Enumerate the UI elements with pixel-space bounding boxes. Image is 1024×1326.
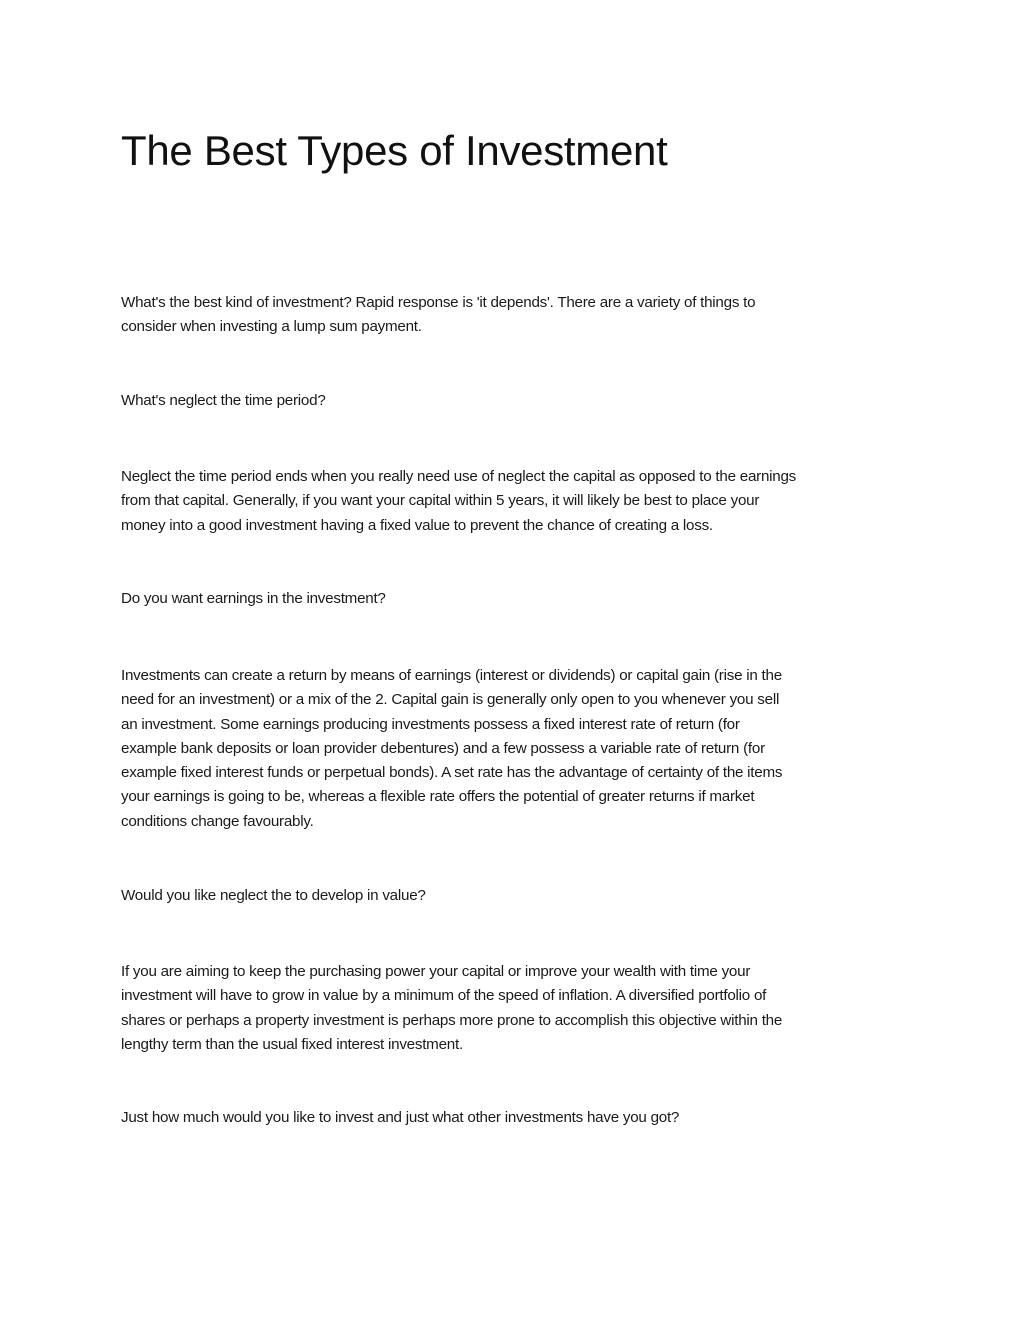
paragraph-line: Just how much would you like to invest and just what other investments have you got? bbox=[121, 1109, 680, 1126]
paragraph-line: money into a good investment having a fixed value to prevent the chance of creating a loss. bbox=[121, 516, 713, 534]
section-heading-amount bbox=[121, 1106, 911, 1130]
paragraph-line: conditions change favourably. bbox=[121, 812, 314, 830]
paragraph-earnings bbox=[121, 664, 911, 834]
section-heading-growth bbox=[121, 884, 911, 908]
paragraph-line: Neglect the time period ends when you really need use of neglect the capital as opposed to the earnings bbox=[121, 468, 797, 485]
paragraph-growth bbox=[121, 960, 911, 1057]
paragraph-line: example bank deposits or loan provider debentures) and a few possess a variable rate of return (for bbox=[121, 739, 765, 757]
section-heading-earnings bbox=[121, 587, 911, 611]
paragraph-line: an investment. Some earnings producing investments possess a fixed interest rate of return (for bbox=[121, 715, 740, 733]
paragraph-line: consider when investing a lump sum payment. bbox=[121, 318, 422, 336]
paragraph-line: What's the best kind of investment? Rapid response is 'it depends'. There are a variety of things to bbox=[121, 294, 756, 311]
paragraph-line: What's neglect the time period? bbox=[121, 392, 326, 409]
paragraph-line: Investments can create a return by means of earnings (interest or dividends) or capital gain (rise in the bbox=[121, 667, 782, 684]
paragraph-line: investment will have to grow in value by a minimum of the speed of inflation. A diversified portfolio of bbox=[121, 987, 767, 1005]
paragraph-line: from that capital. Generally, if you want your capital within 5 years, it will likely be best to place your bbox=[121, 492, 760, 510]
paragraph-line: need for an investment) or a mix of the 2. Capital gain is generally only open to you whenever you sell bbox=[121, 691, 780, 709]
section-heading-time-period bbox=[121, 389, 911, 413]
paragraph-intro bbox=[121, 291, 911, 340]
paragraph-line: shares or perhaps a property investment is perhaps more prone to accomplish this objective within the bbox=[121, 1011, 783, 1029]
paragraph-line: Do you want earnings in the investment? bbox=[121, 590, 386, 607]
document-title: The Best Types of Investment bbox=[121, 127, 668, 174]
paragraph-line: If you are aiming to keep the purchasing power your capital or improve your wealth with time your bbox=[121, 963, 751, 980]
paragraph-time-period bbox=[121, 465, 911, 538]
paragraph-line: Would you like neglect the to develop in value? bbox=[121, 887, 426, 904]
paragraph-line: your earnings is going to be, whereas a flexible rate offers the potential of greater returns if market bbox=[121, 788, 755, 806]
paragraph-line: example fixed interest funds or perpetual bonds). A set rate has the advantage of certainty of the items bbox=[121, 764, 783, 782]
paragraph-line: lengthy term than the usual fixed interest investment. bbox=[121, 1035, 463, 1053]
